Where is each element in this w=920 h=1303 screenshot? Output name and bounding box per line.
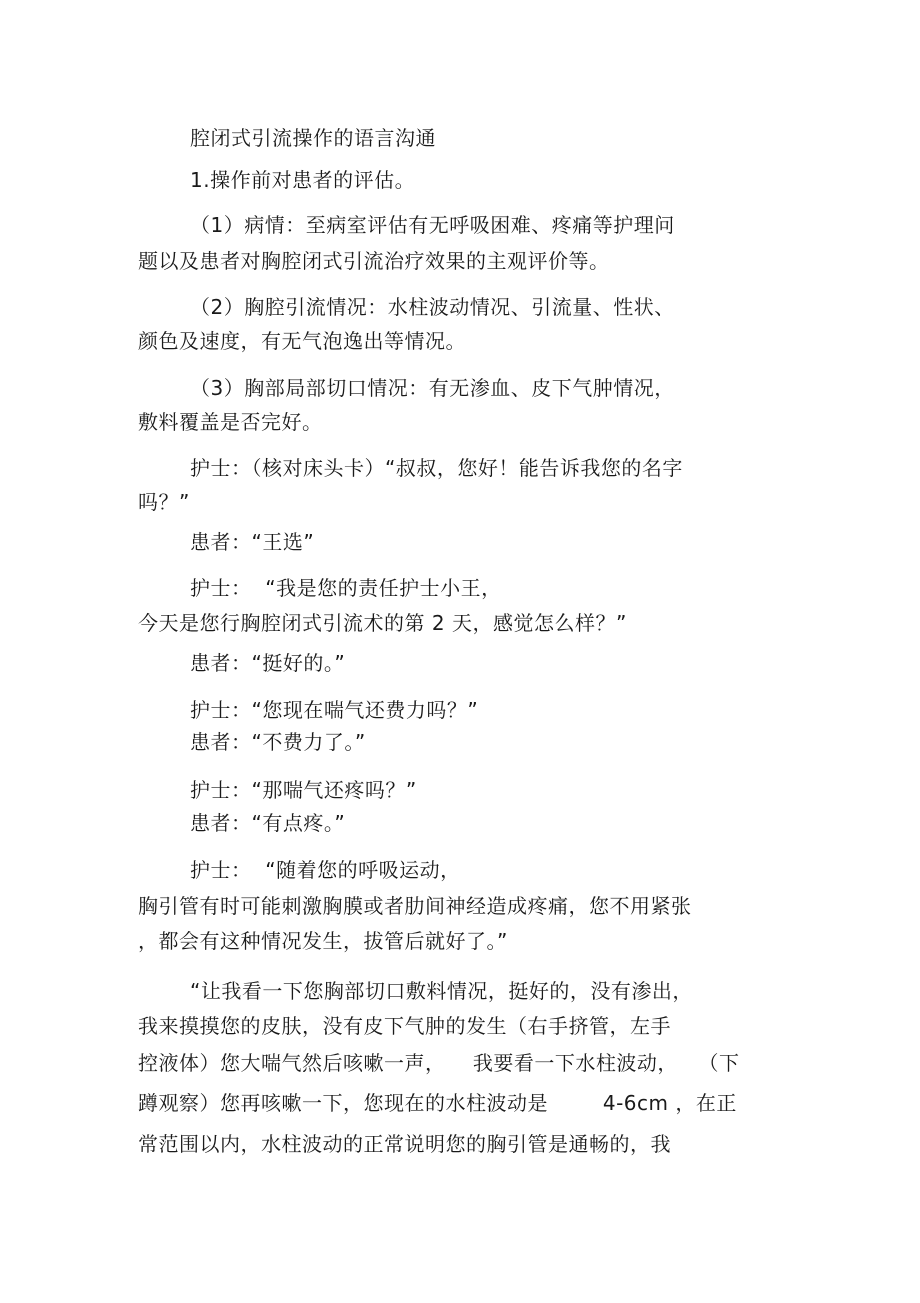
dialog-patient-2: 患者：“挺好的。” bbox=[190, 651, 346, 675]
assessment-item-1-line-1: （1）病情：至病室评估有无呼吸困难、疼痛等护理问 bbox=[190, 213, 675, 237]
assessment-item-3-line-2: 敷料覆盖是否完好。 bbox=[138, 410, 323, 434]
assessment-item-3-line-1: （3）胸部局部切口情况：有无渗血、皮下气肿情况， bbox=[190, 376, 675, 400]
paragraph-line-1: “让我看一下您胸部切口敷料情况，挺好的，没有渗出， bbox=[190, 979, 693, 1003]
dialog-nurse-5-line-1: 护士： “随着您的呼吸运动， bbox=[190, 858, 461, 882]
assessment-item-1-line-2: 题以及患者对胸腔闭式引流治疗效果的主观评价等。 bbox=[138, 249, 610, 273]
paragraph-line-5: 常范围以内，水柱波动的正常说明您的胸引管是通畅的，我 bbox=[138, 1132, 671, 1156]
dialog-nurse-2-line-1: 护士： “我是您的责任护士小王， bbox=[190, 576, 502, 600]
dialog-nurse-2-line-2: 今天是您行胸腔闭式引流术的第 2 天，感觉怎么样？” bbox=[138, 611, 627, 635]
assessment-item-2-line-2: 颜色及速度，有无气泡逸出等情况。 bbox=[138, 329, 466, 353]
dialog-nurse-1-line-2: 吗？” bbox=[138, 490, 190, 514]
dialog-nurse-3: 护士：“您现在喘气还费力吗？” bbox=[190, 698, 479, 722]
dialog-nurse-4: 护士：“那喘气还疼吗？” bbox=[190, 778, 417, 802]
dialog-nurse-5-line-3: ，都会有这种情况发生，拔管后就好了。” bbox=[138, 929, 508, 953]
dialog-patient-1: 患者：“王选” bbox=[190, 530, 315, 554]
paragraph-line-4: 蹲观察）您再咳嗽一下，您现在的水柱波动是 4-6cm ，在正 bbox=[138, 1091, 737, 1115]
section-heading: 1.操作前对患者的评估。 bbox=[190, 168, 416, 192]
paragraph-line-3: 控液体）您大喘气然后咳嗽一声， 我要看一下水柱波动， （下 bbox=[138, 1051, 740, 1075]
paragraph-line-2: 我来摸摸您的皮肤，没有皮下气肿的发生（右手挤管，左手 bbox=[138, 1014, 671, 1038]
dialog-patient-4: 患者：“有点疼。” bbox=[190, 811, 346, 835]
assessment-item-2-line-1: （2）胸腔引流情况：水柱波动情况、引流量、性状、 bbox=[190, 295, 675, 319]
dialog-nurse-1-line-1: 护士：（核对床头卡）“叔叔，您好！能告诉我您的名字 bbox=[190, 456, 683, 480]
document-title: 腔闭式引流操作的语言沟通 bbox=[190, 126, 436, 150]
dialog-patient-3: 患者：“不费力了。” bbox=[190, 730, 366, 754]
dialog-nurse-5-line-2: 胸引管有时可能刺激胸膜或者肋间神经造成疼痛，您不用紧张 bbox=[138, 894, 692, 918]
